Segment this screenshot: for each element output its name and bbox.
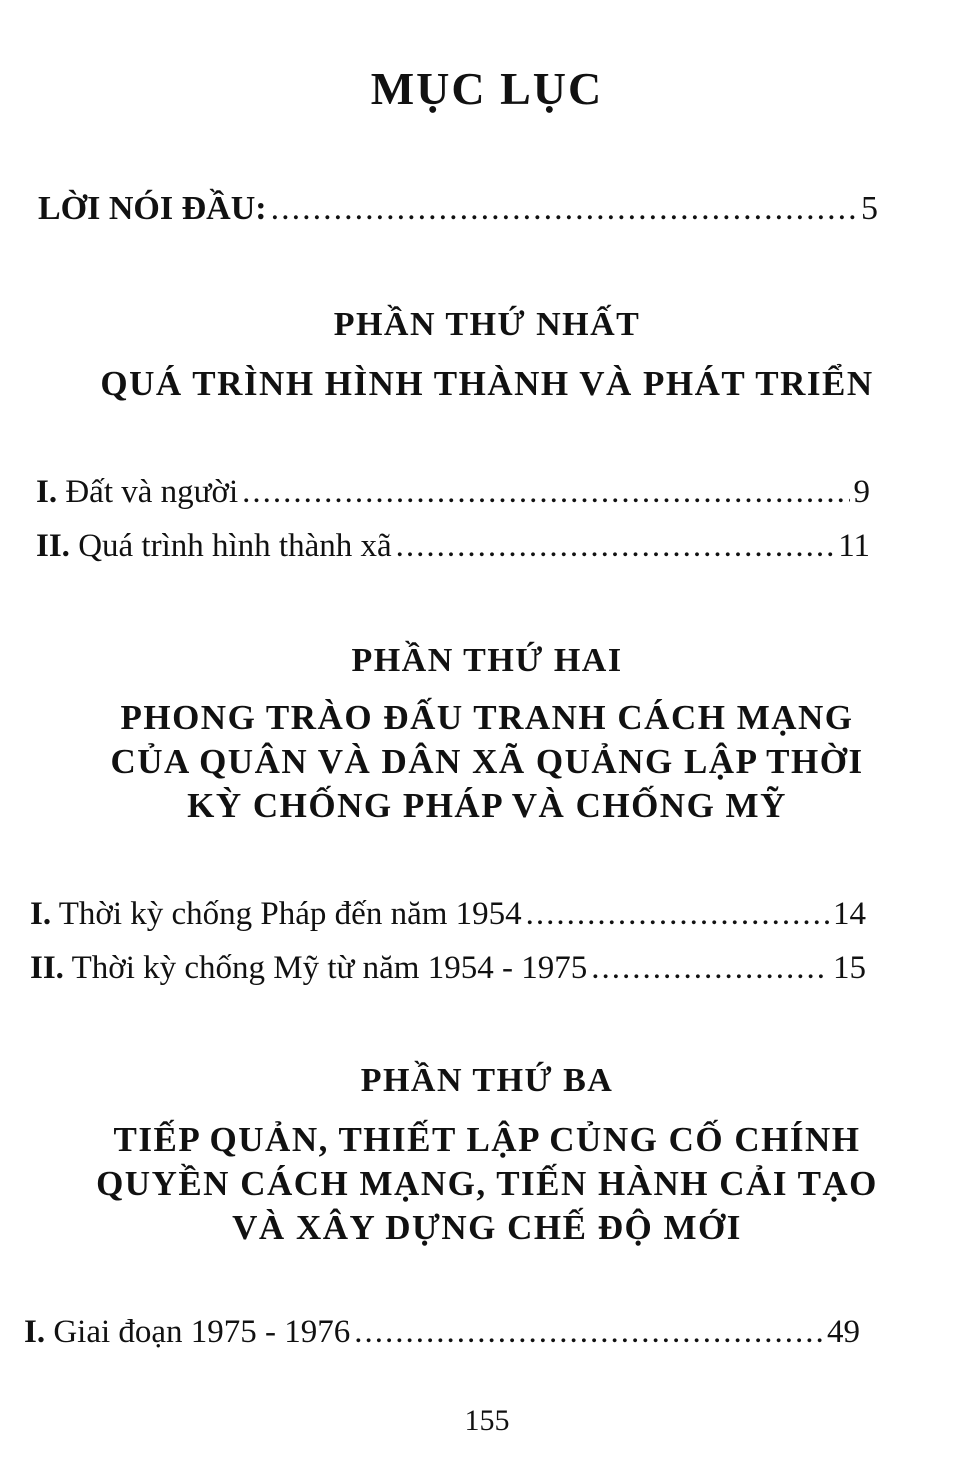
toc-entry-numeral: I.: [24, 1314, 46, 1350]
part-title-line: QUYỀN CÁCH MẠNG, TIẾN HÀNH CẢI TẠO: [96, 1164, 878, 1203]
toc-entry-numeral: I.: [30, 896, 52, 932]
page-number: 155: [464, 1404, 510, 1437]
toc-entry[interactable]: [30, 950, 866, 987]
dot-leader: [271, 190, 857, 228]
toc-entry[interactable]: [36, 474, 870, 511]
part-3-heading: PHẦN THỨ BA: [360, 1062, 614, 1099]
toc-entry-preface[interactable]: [38, 190, 878, 228]
toc-entry-text: Thời kỳ chống Mỹ từ năm 1954 - 1975: [71, 950, 588, 986]
toc-entry-page: 9: [853, 474, 870, 510]
dot-leader: [591, 950, 829, 987]
part-title-line: CỦA QUÂN VÀ DÂN XÃ QUẢNG LẬP THỜI: [110, 742, 864, 781]
dot-leader: [242, 474, 849, 511]
part-title-line: QUÁ TRÌNH HÌNH THÀNH VÀ PHÁT TRIỂN: [100, 364, 874, 403]
toc-entry[interactable]: [24, 1314, 860, 1351]
dot-leader: [354, 1314, 823, 1351]
toc-entry-text: Giai đoạn 1975 - 1976: [53, 1314, 351, 1350]
toc-entry[interactable]: [30, 896, 866, 933]
page-title: MỤC LỤC: [370, 63, 604, 114]
toc-entry-label: [36, 528, 392, 565]
toc-entry-text: Đất và người: [65, 474, 239, 510]
toc-entry-page: 14: [833, 896, 866, 932]
toc-entry-page: 15: [833, 950, 866, 986]
part-2-title: [0, 696, 974, 828]
part-title-line: PHONG TRÀO ĐẤU TRANH CÁCH MẠNG: [120, 698, 854, 737]
part-title-line: KỲ CHỐNG PHÁP VÀ CHỐNG MỸ: [187, 786, 787, 825]
part-1-title: [0, 362, 974, 406]
toc-entry-text: Thời kỳ chống Pháp đến năm 1954: [58, 896, 522, 932]
toc-entry-label: [30, 896, 522, 933]
toc-entry-page: 49: [827, 1314, 860, 1350]
part-3-title: [0, 1118, 974, 1250]
toc-entry-numeral: I.: [36, 474, 58, 510]
toc-entry-page: 11: [838, 528, 870, 564]
toc-entry-label: [24, 1314, 350, 1351]
toc-entry-label: [30, 950, 587, 987]
dot-leader: [396, 528, 835, 565]
toc-entry-numeral: II.: [36, 528, 70, 564]
toc-entry-text: Quá trình hình thành xã: [78, 528, 392, 564]
part-title-line: VÀ XÂY DỰNG CHẾ ĐỘ MỚI: [232, 1208, 742, 1247]
toc-entry-page: 5: [861, 190, 878, 227]
toc-entry-numeral: II.: [30, 950, 64, 986]
part-title-line: TIẾP QUẢN, THIẾT LẬP CỦNG CỐ CHÍNH: [113, 1120, 861, 1159]
part-1-heading: PHẦN THỨ NHẤT: [333, 306, 641, 343]
dot-leader: [526, 896, 829, 933]
toc-entry[interactable]: [36, 528, 870, 565]
toc-entry-label: [36, 474, 238, 511]
part-2-heading: PHẦN THỨ HAI: [351, 642, 623, 679]
toc-entry-label: LỜI NÓI ĐẦU:: [38, 190, 267, 227]
